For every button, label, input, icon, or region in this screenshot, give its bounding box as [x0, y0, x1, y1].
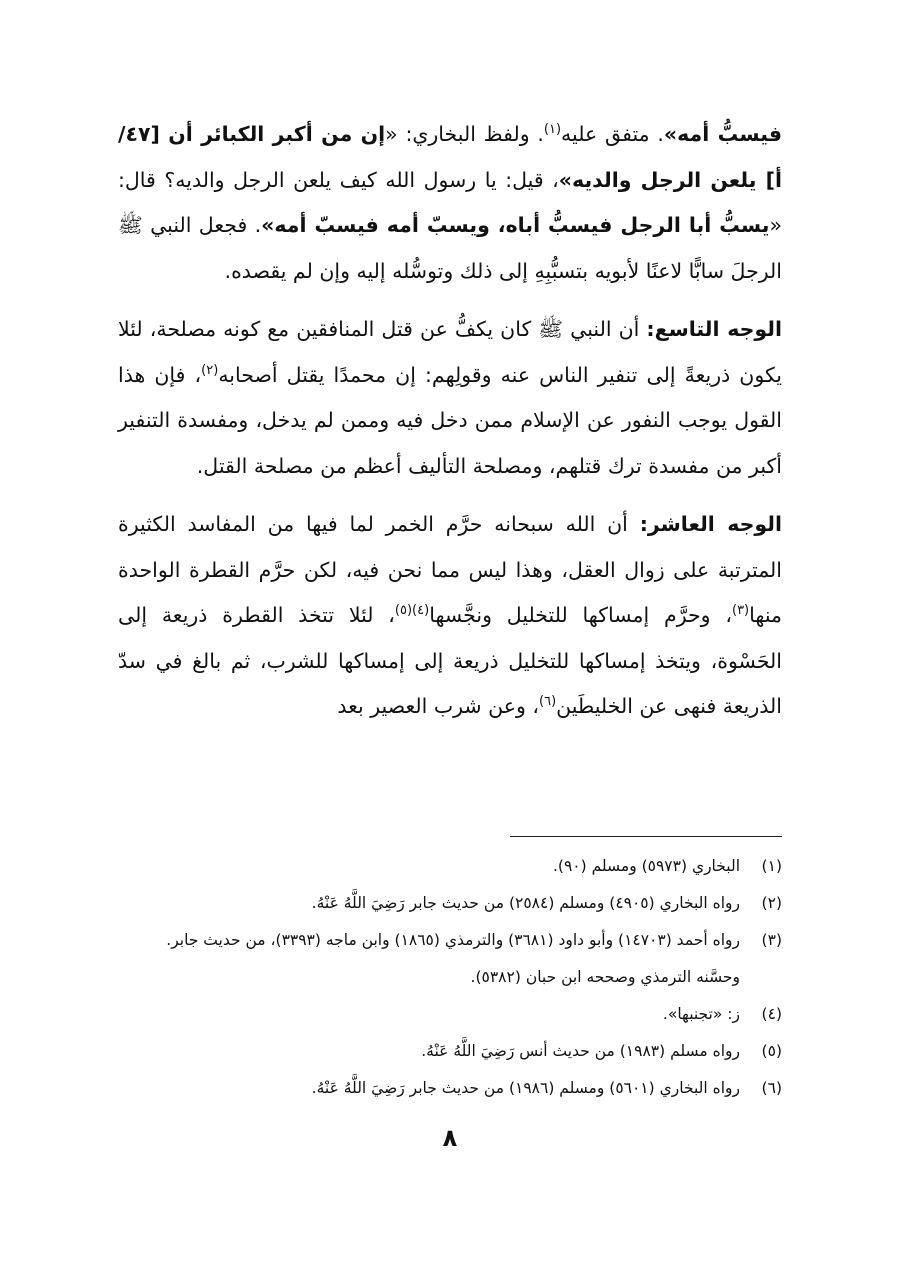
- main-text: [118, 112, 782, 743]
- footnote-marker-6: (٦): [539, 694, 557, 710]
- footnote-divider: [510, 836, 782, 837]
- footnote-marker-2: (٢): [201, 362, 219, 378]
- footnote: [118, 885, 782, 922]
- footnote-number: (٦): [761, 1079, 782, 1097]
- page-number: ٨: [442, 1124, 458, 1152]
- paragraph-ninth-aspect: [118, 307, 782, 489]
- hadith-quote: فيسبُّ أمه»: [663, 122, 782, 146]
- text-run: ، لئلا تتخذ القطرة ذريعة إلى الحَسْوة، ويتخذ إمساكها للتخليل ذريعة إلى إمساكها للشرب، ثم بالغ في سدّ الذريعة فنهى عن الخليطَين: [118, 603, 782, 718]
- footnote: [118, 1070, 782, 1107]
- footnote-number: (٢): [761, 894, 782, 912]
- text-run: ، قيل: يا رسول الله كيف يلعن الرجل والديه؟ قال: «: [118, 167, 783, 237]
- footnote-marker-1: (١): [543, 122, 562, 138]
- section-heading: الوجه التاسع:: [646, 317, 782, 341]
- footnote-text: رواه أحمد (١٤٧٠٣) وأبو داود (٣٦٨١) والترمذي (١٨٦٥) وابن ماجه (٣٣٩٣)، من حديث جابر. وحسَّنه الترمذي وصححه ابن حبان (٥٣٨٢).: [166, 931, 740, 986]
- footnote-marker-3: (٣): [731, 603, 750, 619]
- footnote-text: البخاري (٥٩٧٣) ومسلم (٩٠).: [553, 857, 740, 875]
- text-run: أن النبي ﷺ كان يكفُّ عن قتل المنافقين مع كونه مصلحة، لئلا يكون ذريعةً إلى تنفير الناس عنه وقولِهم: إن محمدًا يقتل أصحابه: [118, 317, 782, 387]
- footnote-text: رواه مسلم (١٩٨٣) من حديث أنس رَضِيَ اللَّهُ عَنْهُ.: [421, 1042, 740, 1060]
- footnotes: [118, 848, 782, 1107]
- footnote-number: (٤): [761, 1005, 782, 1023]
- text-run: . فجعل النبي ﷺ الرجلَ سابًّا لاعنًا لأبويه بتسبُّبِهِ إلى ذلك وتوسُّله إليه وإن لم يقصده.: [118, 213, 782, 283]
- text-run: . ولفظ البخاري: «: [385, 122, 544, 146]
- text-run: . متفق عليه: [561, 122, 664, 146]
- footnote: [118, 1033, 782, 1070]
- paragraph-tenth-aspect: [118, 502, 782, 730]
- text-run: ، فإن هذا القول يوجب النفور عن الإسلام ممن دخل فيه وممن لم يدخل، ومفسدة التنفير أكبر من مفسدة ترك قتلهم، ومصلحة التأليف أعظم من مصلحة القتل.: [118, 362, 782, 478]
- text-run: أن الله سبحانه حرَّم الخمر لما فيها من المفاسد الكثيرة المترتبة على زوال العقل، وهذا ليس مما نحن فيه، لكن حرَّم القطرة الواحدة منها: [118, 512, 782, 627]
- footnote-number: (٣): [761, 931, 782, 949]
- hadith-quote: يسبُّ أبا الرجل فيسبُّ أباه، ويسبّ أمه فيسبّ أمه»: [261, 213, 770, 237]
- footnote-marker-4-5: (٤)(٥): [394, 603, 430, 619]
- section-heading: الوجه العاشر:: [639, 512, 782, 536]
- footnote-text: رواه البخاري (٥٦٠١) ومسلم (١٩٨٦) من حديث جابر رَضِيَ اللَّهُ عَنْهُ.: [311, 1079, 740, 1097]
- footnote-text: ز: «تجنبها».: [662, 1005, 740, 1023]
- footnote-text: رواه البخاري (٤٩٠٥) ومسلم (٢٥٨٤) من حديث جابر رَضِيَ اللَّهُ عَنْهُ.: [311, 894, 740, 912]
- footnote-number: (٥): [761, 1042, 782, 1060]
- hadith-quote: إن من أكبر الكبائر أن [٤٧/أ] يلعن الرجل والديه»: [118, 122, 783, 192]
- paragraph-1: [118, 112, 782, 294]
- text-run: ، وحرَّم إمساكها للتخليل ونجَّسها: [429, 603, 732, 627]
- footnote: [118, 922, 782, 996]
- footnote: [118, 848, 782, 885]
- footnote: [118, 996, 782, 1033]
- text-run: ، وعن شرب العصير بعد: [337, 694, 539, 718]
- footnote-number: (١): [761, 857, 782, 875]
